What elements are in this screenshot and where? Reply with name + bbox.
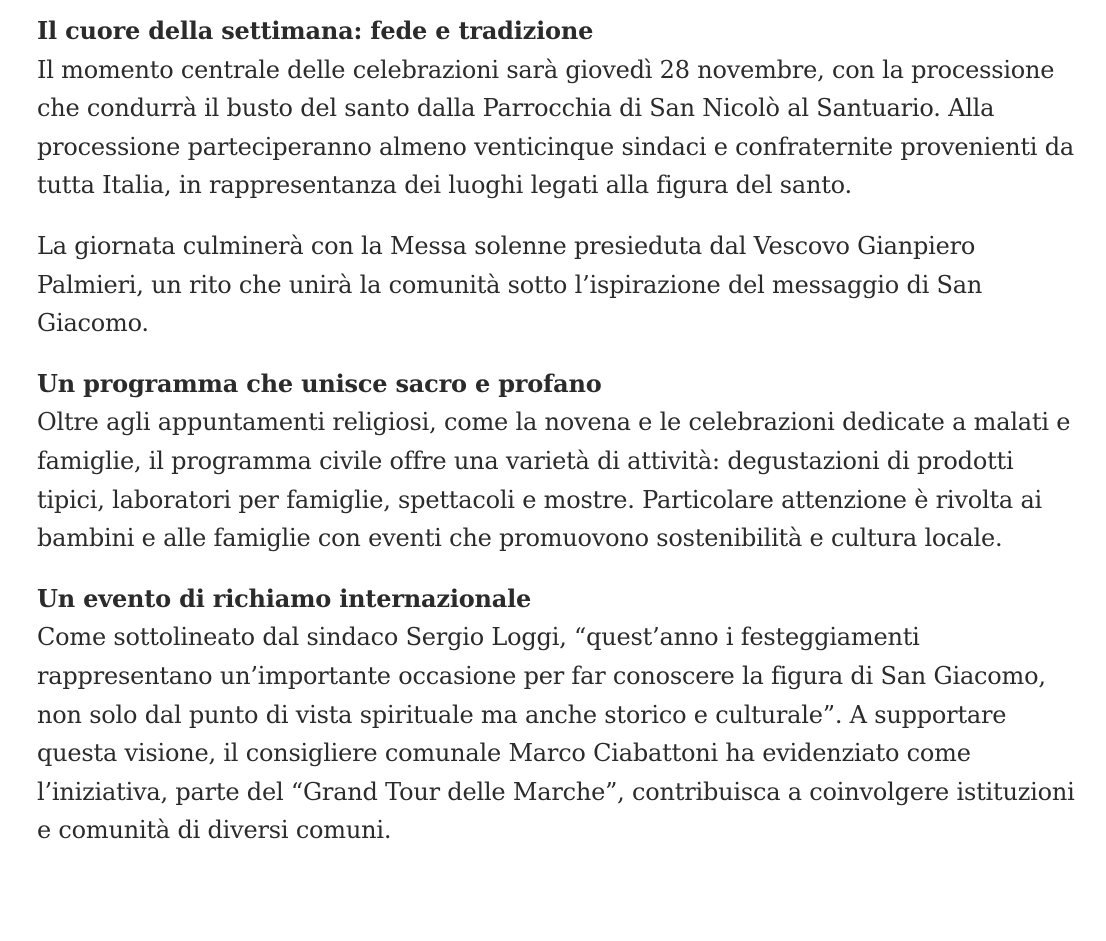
section-programma bbox=[37, 365, 1077, 558]
article-body bbox=[37, 12, 1077, 872]
section-heading: Il cuore della settimana: fede e tradizione bbox=[37, 16, 594, 45]
section-evento-internazionale bbox=[37, 580, 1077, 850]
paragraph: Oltre agli appuntamenti religiosi, come la novena e le celebrazioni dedicate a malati e famiglie, il programma civile offre una varietà di attività: degustazioni di prodotti tipici, laboratori per famiglie, spettacoli e mostre. Particolare attenzione è rivolta ai bambini e alle famiglie con eventi che promuovono sostenibilità e cultura locale. bbox=[37, 408, 1071, 553]
paragraph: Come sottolineato dal sindaco Sergio Loggi, “quest’anno i festeggiamenti rappresentano un’importante occasione per far conoscere la figura di San Giacomo, non solo dal punto di vista spirituale ma anche storico e culturale”. A supportare questa visione, il consigliere comunale Marco Ciabattoni ha evidenziato come l’iniziativa, parte del “Grand Tour delle Marche”, contribuisca a coinvolgere istituzioni e comunità di diversi comuni. bbox=[37, 623, 1075, 845]
paragraph: La giornata culminerà con la Messa solenne presieduta dal Vescovo Gianpiero Palmieri, un rito che unirà la comunità sotto l’ispirazione del messaggio di San Giacomo. bbox=[37, 231, 983, 338]
section-heading: Un programma che unisce sacro e profano bbox=[37, 368, 602, 398]
section-fede-tradizione bbox=[37, 12, 1077, 343]
paragraph: Il momento centrale delle celebrazioni sarà giovedì 28 novembre, con la processione che condurrà il busto del santo dalla Parrocchia di San Nicolò al Santuario. Alla processione parteciperanno almeno venticinque sindaci e confraternite provenienti da tutta Italia, in rappresentanza dei luoghi legati alla figura del santo. bbox=[37, 55, 1074, 200]
section-heading: Un evento di richiamo internazionale bbox=[37, 583, 532, 613]
